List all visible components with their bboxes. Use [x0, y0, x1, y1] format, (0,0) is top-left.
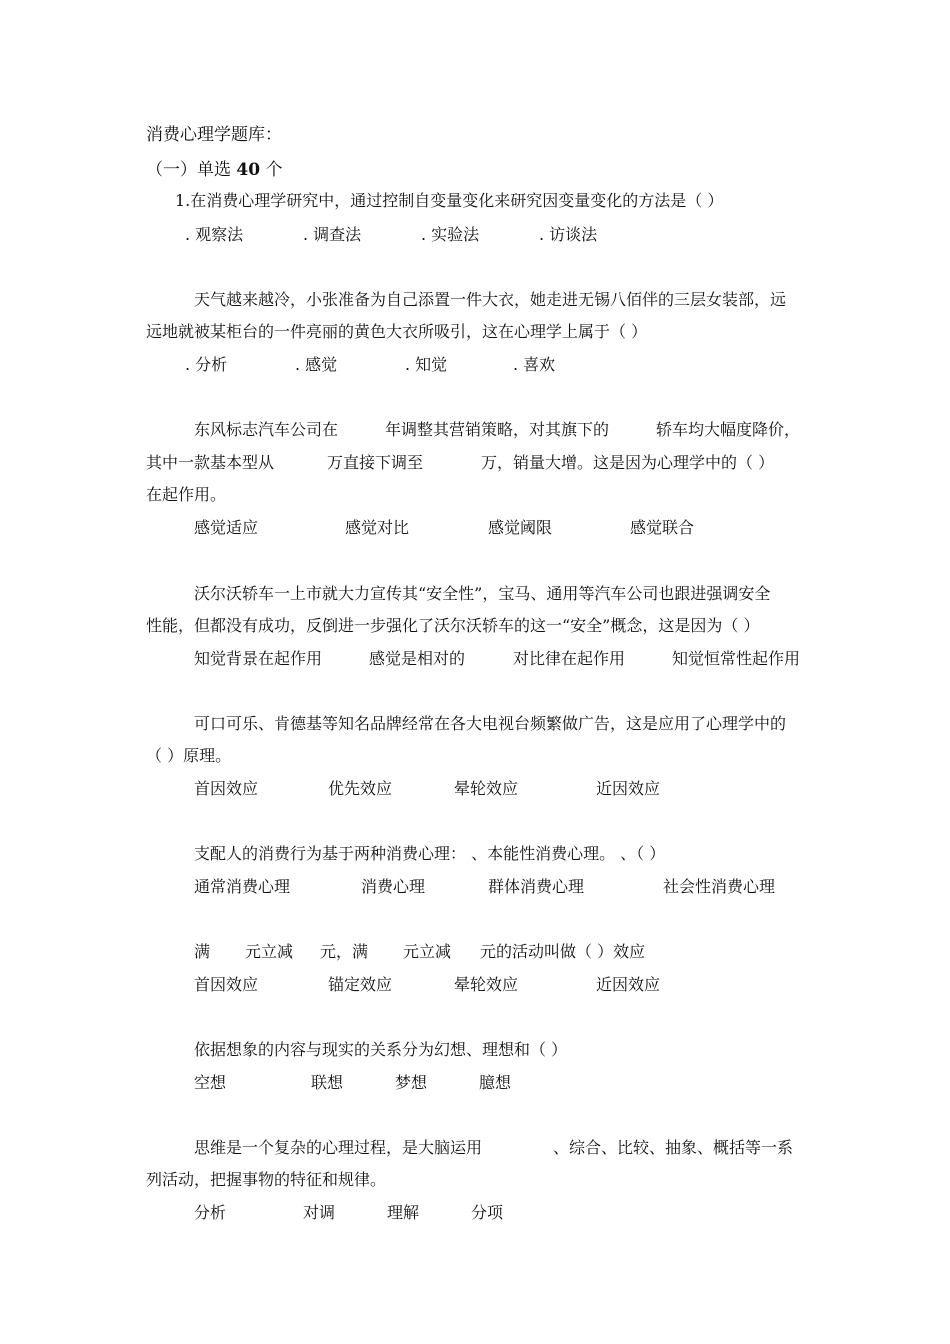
question-8-text: 依据想象的内容与现实的关系分为幻想、理想和（ ）	[194, 1040, 568, 1059]
question-1-option-d: . 访谈法	[539, 225, 598, 244]
question-7-seg-4: 元立减	[403, 942, 452, 961]
question-6-text: 支配人的消费行为基于两种消费心理： 、本能性消费心理。 、（ ）	[194, 844, 666, 863]
question-9-text-line-2: 列活动，把握事物的特征和规律。	[146, 1170, 387, 1189]
question-7-seg-1: 满	[194, 942, 211, 961]
question-9-option-b: 对调	[303, 1203, 336, 1222]
question-1-text: 1.在消费心理学研究中，通过控制自变量变化来研究因变量变化的方法是（ ）	[175, 191, 724, 210]
question-5-text-line-1: 可口可乐、肯德基等知名品牌经常在各大电视台频繁做广告，这是应用了心理学中的	[194, 714, 787, 733]
question-6-option-a: 通常消费心理	[194, 877, 291, 896]
question-2-option-d: . 喜欢	[513, 355, 556, 374]
question-3-option-c: 感觉阈限	[488, 518, 553, 537]
question-2-option-b: . 感觉	[295, 355, 338, 374]
question-8-option-b: 联想	[311, 1073, 344, 1092]
question-1-option-c: . 实验法	[421, 225, 480, 244]
question-7-option-b: 锚定效应	[328, 975, 393, 994]
question-7-seg-3: 元，满	[320, 942, 369, 961]
section-count: 40	[236, 160, 261, 180]
question-8-option-a: 空想	[194, 1073, 227, 1092]
question-4-option-b: 感觉是相对的	[369, 649, 466, 668]
question-4-option-c: 对比律在起作用	[513, 649, 626, 668]
question-9-option-d: 分项	[471, 1203, 504, 1222]
section-suffix: 个	[265, 160, 283, 180]
question-9-option-c: 理解	[387, 1203, 420, 1222]
question-6-option-d: 社会性消费心理	[663, 877, 776, 896]
document-title: 消费心理学题库：	[146, 125, 282, 145]
question-3-seg-2: 年调整其营销策略，对其旗下的	[385, 420, 610, 439]
question-3-option-a: 感觉适应	[194, 518, 259, 537]
question-7-option-c: 晕轮效应	[454, 975, 519, 994]
question-8-option-c: 梦想	[395, 1073, 428, 1092]
question-7-option-d: 近因效应	[596, 975, 661, 994]
question-1-option-b: . 调查法	[303, 225, 362, 244]
question-2-text-line-1: 天气越来越冷，小张准备为自己添置一件大衣，她走进无锡八佰伴的三层女装部，远	[194, 290, 787, 309]
question-3-seg-6: 万，销量大增。这是因为心理学中的（ ）	[481, 453, 775, 472]
question-9-option-a: 分析	[194, 1203, 227, 1222]
question-5-option-a: 首因效应	[194, 779, 259, 798]
question-5-option-d: 近因效应	[596, 779, 661, 798]
question-2-text-line-2: 远地就被某柜台的一件亮丽的黄色大衣所吸引，这在心理学上属于（ ）	[146, 322, 648, 341]
question-3-option-d: 感觉联合	[630, 518, 695, 537]
section-heading	[146, 160, 282, 180]
question-4-option-a: 知觉背景在起作用	[194, 649, 323, 668]
question-3-seg-4: 其中一款基本型从	[146, 453, 275, 472]
question-4-option-d: 知觉恒常性起作用	[672, 649, 801, 668]
question-5-option-b: 优先效应	[328, 779, 393, 798]
question-8-option-d: 臆想	[479, 1073, 512, 1092]
question-3-seg-3: 轿车均大幅度降价，	[656, 420, 801, 439]
question-7-seg-2: 元立减	[245, 942, 294, 961]
question-1-option-a: . 观察法	[185, 225, 244, 244]
question-4-text-line-1: 沃尔沃轿车一上市就大力宣传其“安全性”，宝马、通用等汽车公司也跟进强调安全	[194, 584, 771, 603]
question-7-option-a: 首因效应	[194, 975, 259, 994]
question-2-option-c: . 知觉	[405, 355, 448, 374]
question-5-option-c: 晕轮效应	[454, 779, 519, 798]
question-7-seg-5: 元的活动叫做（ ）效应	[480, 942, 646, 961]
question-9-seg-2: 、综合、比较、抽象、概括等一系	[553, 1138, 794, 1157]
question-2-option-a: . 分析	[185, 355, 228, 374]
question-3-text-line-3: 在起作用。	[146, 485, 227, 504]
section-prefix: （一）单选	[146, 160, 231, 180]
question-9-seg-1: 思维是一个复杂的心理过程，是大脑运用	[194, 1138, 483, 1157]
question-6-option-b: 消费心理	[361, 877, 426, 896]
question-6-option-c: 群体消费心理	[488, 877, 585, 896]
question-5-text-line-2: （ ）原理。	[146, 746, 232, 765]
question-3-seg-1: 东风标志汽车公司在	[194, 420, 339, 439]
question-3-seg-5: 万直接下调至	[327, 453, 424, 472]
question-3-option-b: 感觉对比	[345, 518, 410, 537]
question-4-text-line-2: 性能，但都没有成功，反倒进一步强化了沃尔沃轿车的这一“安全”概念，这是因为（ ）	[146, 616, 760, 635]
